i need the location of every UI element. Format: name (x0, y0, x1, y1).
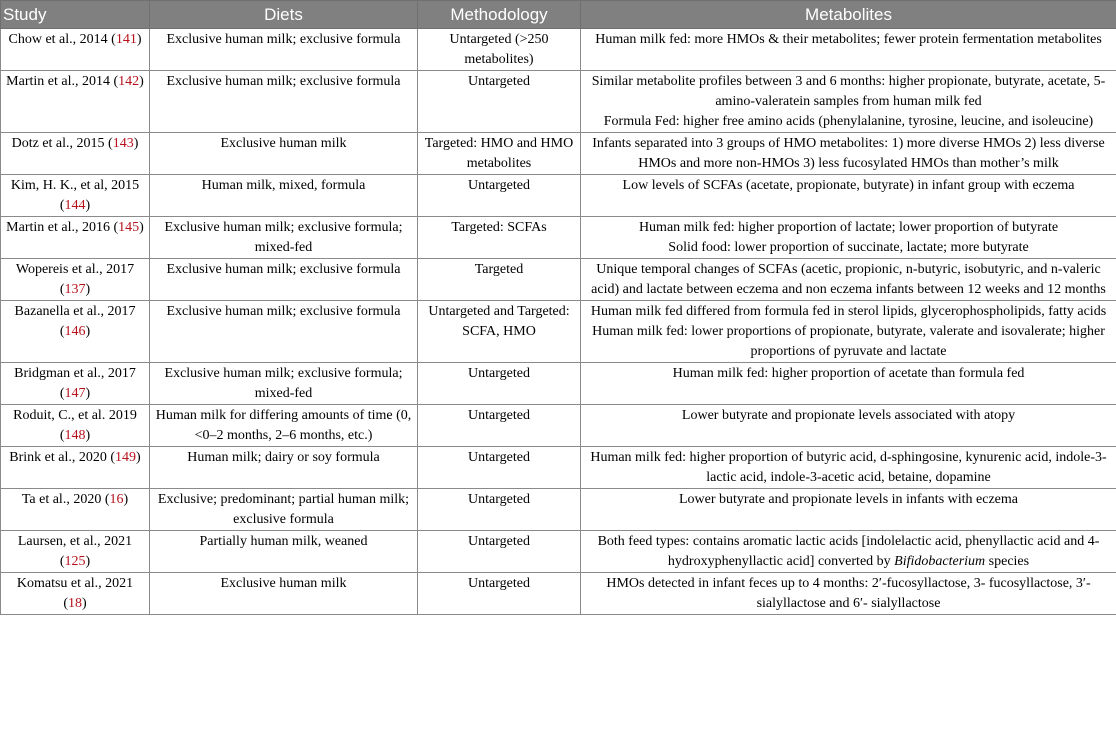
study-cell: Laursen, et al., 2021 (125) (1, 531, 150, 573)
metabolite-line: Solid food: lower proportion of succinate, lactate; more butyrate (668, 240, 1029, 255)
table-row (1, 29, 1116, 71)
study-cell: Bazanella et al., 2017 (146) (1, 301, 150, 363)
header-methodology: Methodology (418, 1, 581, 29)
table-row (1, 447, 1116, 489)
study-text: Bridgman et al., 2017 (14, 366, 136, 381)
diets-cell: Exclusive human milk (150, 133, 418, 175)
methodology-cell: Untargeted (>250 metabolites) (418, 29, 581, 71)
metabolite-line: Similar metabolite profiles between 3 and 6 months: higher propionate, butyrate, acetate, 5-amino-valeratein samples from human milk fed (591, 74, 1106, 109)
reference-link[interactable]: 143 (112, 136, 134, 151)
study-text: Laursen, et al., 2021 (17, 534, 133, 549)
diets-cell: Human milk for differing amounts of time (0, <0–2 months, 2–6 months, etc.) (150, 405, 418, 447)
table-row (1, 301, 1116, 363)
methodology-cell: Untargeted (418, 531, 581, 573)
metabolites-cell (581, 363, 1116, 405)
metabolites-cell (581, 573, 1116, 615)
table-row (1, 531, 1116, 573)
metabolite-line: Formula Fed: higher free amino acids (phenylalanine, tyrosine, leucine, and isoleucine) (603, 114, 1094, 129)
metabolites-cell (581, 133, 1116, 175)
study-text: Wopereis et al., 2017 (15, 262, 135, 277)
header-metabolites: Metabolites (581, 1, 1116, 29)
table-row (1, 363, 1116, 405)
table-row (1, 133, 1116, 175)
study-text: Martin et al., 2014 (6, 74, 110, 89)
study-cell: Bridgman et al., 2017 (147) (1, 363, 150, 405)
methodology-cell: Untargeted and Targeted: SCFA, HMO (418, 301, 581, 363)
reference-link[interactable]: 148 (64, 428, 86, 443)
table-row (1, 259, 1116, 301)
study-cell: Dotz et al., 2015 (143) (1, 133, 150, 175)
metabolites-cell (581, 29, 1116, 71)
table-row (1, 489, 1116, 531)
metabolite-line: Infants separated into 3 groups of HMO metabolites: 1) more diverse HMOs 2) less diverse HMOs and more non-HMOs 3) less fucosylated HMOs than mother’s milk (592, 136, 1105, 171)
study-text: Bazanella et al., 2017 (14, 304, 136, 319)
methodology-cell: Untargeted (418, 573, 581, 615)
study-cell: Ta et al., 2020 (16) (1, 489, 150, 531)
table-row (1, 175, 1116, 217)
methodology-cell: Untargeted (418, 363, 581, 405)
study-cell: Martin et al., 2016 (145) (1, 217, 150, 259)
study-text: Dotz et al., 2015 (11, 136, 105, 151)
study-text: Brink et al., 2020 (9, 450, 107, 465)
diets-cell: Human milk, mixed, formula (150, 175, 418, 217)
study-text: Komatsu et al., 2021 (16, 576, 134, 591)
methodology-cell: Untargeted (418, 71, 581, 133)
reference-link[interactable]: 142 (118, 74, 140, 89)
study-cell: Chow et al., 2014 (141) (1, 29, 150, 71)
reference-link[interactable]: 137 (64, 282, 86, 297)
methodology-cell: Targeted: HMO and HMO metabolites (418, 133, 581, 175)
reference-link[interactable]: 125 (64, 554, 86, 569)
diets-cell: Human milk; dairy or soy formula (150, 447, 418, 489)
metabolite-line: Human milk fed differed from formula fed in sterol lipids, glycerophospholipids, fatty acids (590, 304, 1107, 319)
header-study: Study (1, 1, 150, 29)
study-text: Kim, H. K., et al, 2015 (10, 178, 140, 193)
methodology-cell: Untargeted (418, 489, 581, 531)
metabolite-line: Human milk fed: lower proportions of propionate, butyrate, valerate and isovalerate; higher proportions of pyruvate and lactate (592, 324, 1105, 359)
diets-cell: Exclusive human milk (150, 573, 418, 615)
diets-cell: Exclusive human milk; exclusive formula (150, 259, 418, 301)
metabolite-text: Both feed types: contains aromatic lactic acids [indolelactic acid, phenyllactic acid and 4-hydroxyphenyllactic acid] converted by (597, 534, 1100, 569)
table-header-row (1, 1, 1116, 29)
metabolites-cell (581, 489, 1116, 531)
reference-link[interactable]: 149 (115, 450, 137, 465)
metabolites-cell (581, 405, 1116, 447)
study-text: Chow et al., 2014 (8, 32, 108, 47)
methodology-cell: Targeted (418, 259, 581, 301)
metabolites-cell (581, 301, 1116, 363)
methodology-cell: Untargeted (418, 175, 581, 217)
table-row (1, 573, 1116, 615)
study-cell: Komatsu et al., 2021 (18) (1, 573, 150, 615)
metabolites-cell (581, 217, 1116, 259)
table-row (1, 71, 1116, 133)
bacterium-name: Bifidobacterium (894, 554, 986, 569)
header-diets: Diets (150, 1, 418, 29)
metabolite-line: Unique temporal changes of SCFAs (acetic, propionic, n-butyric, isobutyric, and n-valeric acid) and lactate between eczema and non eczema infants between 12 weeks and 12 months (591, 262, 1106, 297)
metabolite-line: Human milk fed: higher proportion of butyric acid, d-sphingosine, kynurenic acid, indole-3-lactic acid, indole-3-acetic acid, betaine, dopamine (590, 450, 1107, 485)
table-row (1, 217, 1116, 259)
methodology-cell: Untargeted (418, 405, 581, 447)
diets-cell: Exclusive human milk; exclusive formula; mixed-fed (150, 363, 418, 405)
reference-link[interactable]: 18 (68, 596, 82, 611)
study-cell: Brink et al., 2020 (149) (1, 447, 150, 489)
metabolites-cell (581, 259, 1116, 301)
diets-cell: Exclusive human milk; exclusive formula (150, 301, 418, 363)
methodology-cell: Untargeted (418, 447, 581, 489)
study-text: Ta et al., 2020 (21, 492, 102, 507)
reference-link[interactable]: 147 (64, 386, 86, 401)
diets-cell: Exclusive human milk; exclusive formula; mixed-fed (150, 217, 418, 259)
methodology-cell: Targeted: SCFAs (418, 217, 581, 259)
metabolites-cell (581, 531, 1116, 573)
study-text: Roduit, C., et al. 2019 (13, 408, 137, 423)
reference-link[interactable]: 144 (64, 198, 86, 213)
study-text: Martin et al., 2016 (6, 220, 110, 235)
diets-cell: Partially human milk, weaned (150, 531, 418, 573)
study-cell: Martin et al., 2014 (142) (1, 71, 150, 133)
reference-link[interactable]: 145 (118, 220, 140, 235)
metabolite-line: Lower butyrate and propionate levels in infants with eczema (679, 492, 1018, 507)
diets-cell: Exclusive human milk; exclusive formula (150, 71, 418, 133)
metabolite-text-end: species (985, 554, 1030, 569)
study-cell: Kim, H. K., et al, 2015 (144) (1, 175, 150, 217)
diets-cell: Exclusive human milk; exclusive formula (150, 29, 418, 71)
metabolite-line: Low levels of SCFAs (acetate, propionate, butyrate) in infant group with eczema (622, 178, 1075, 193)
metabolite-line: Human milk fed: higher proportion of acetate than formula fed (672, 366, 1025, 381)
study-cell: Roduit, C., et al. 2019 (148) (1, 405, 150, 447)
metabolites-cell (581, 175, 1116, 217)
reference-link[interactable]: 146 (64, 324, 86, 339)
metabolite-line: Human milk fed: higher proportion of lactate; lower proportion of butyrate (638, 220, 1059, 235)
metabolite-line: Human milk fed: more HMOs & their metabolites; fewer protein fermentation metabolites (595, 32, 1102, 47)
study-cell: Wopereis et al., 2017 (137) (1, 259, 150, 301)
diets-cell: Exclusive; predominant; partial human milk; exclusive formula (150, 489, 418, 531)
metabolites-cell (581, 71, 1116, 133)
metabolites-cell (581, 447, 1116, 489)
table-row (1, 405, 1116, 447)
reference-link[interactable]: 16 (109, 492, 124, 507)
metabolite-line: Lower butyrate and propionate levels associated with atopy (681, 408, 1016, 423)
metabolite-line: HMOs detected in infant feces up to 4 months: 2′-fucosyllactose, 3- fucosyllactose, 3′-sialyllactose and 6′- sialyllactose (606, 576, 1091, 611)
reference-link[interactable]: 141 (115, 32, 137, 47)
